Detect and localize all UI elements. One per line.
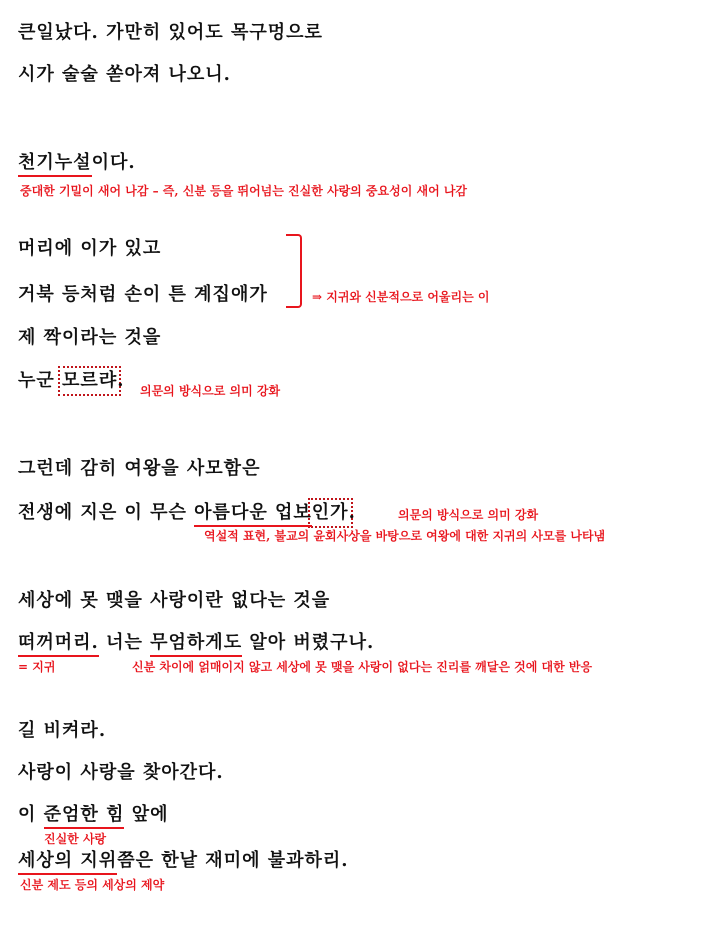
- poem-line-14: [18, 804, 169, 826]
- annotation-7: 신분 차이에 얽매이지 않고 세상에 못 맺을 사랑이 없다는 진리를 깨달은 것에 대한 반응: [132, 660, 593, 674]
- poem-line-5: 거북 등처럼 손이 튼 계집애가: [18, 284, 268, 305]
- annotation-8: 진실한 사랑: [44, 832, 107, 846]
- underlined-phrase: 아름다운 업보: [194, 502, 312, 523]
- poem-line-2: 시가 술술 쏟아져 나오니.: [18, 64, 231, 85]
- line-text: 알아 버렸구나.: [242, 632, 375, 653]
- annotation-1: 중대한 기밀이 새어 나감 – 즉, 신분 등을 뛰어넘는 진실한 사랑의 중요성이 새어 나감: [20, 184, 468, 198]
- annotation-6: = 지귀: [18, 660, 56, 674]
- underlined-phrase: 무엄하게도: [150, 632, 243, 653]
- underlined-phrase: 세상의 지위: [18, 850, 118, 871]
- poem-line-12: 길 비켜라.: [18, 720, 107, 741]
- poem-line-10: 세상에 못 맺을 사랑이란 없다는 것을: [18, 590, 331, 611]
- line-text: 전생에 지은 이 무슨: [18, 502, 195, 523]
- line-text: 쯤은 한낱 재미에 불과하리.: [117, 850, 349, 871]
- poem-line-3: [18, 152, 136, 174]
- bracket-mark: [286, 234, 302, 308]
- poem-line-11: [18, 632, 374, 654]
- annotation-5: 역설적 표현, 불교의 윤회사상을 바탕으로 여왕에 대한 지귀의 사모를 나타냄: [204, 529, 606, 543]
- poem-line-13: 사랑이 사랑을 찾아간다.: [18, 762, 224, 783]
- boxed-phrase: 인가: [311, 502, 349, 523]
- line-text: .: [117, 370, 125, 391]
- poem-line-4: 머리에 이가 있고: [18, 238, 162, 259]
- annotation-4: 의문의 방식으로 의미 강화: [398, 508, 539, 522]
- poem-line-6: 제 짝이라는 것을: [18, 327, 162, 348]
- underlined-phrase: 떠꺼머리.: [18, 632, 99, 653]
- underlined-phrase: 준엄한 힘: [43, 804, 125, 825]
- poem-line-7: [18, 370, 125, 392]
- poem-line-8: 그런데 감히 여왕을 사모함은: [18, 458, 261, 479]
- line-text: 이다.: [91, 152, 136, 173]
- annotation-3: 의문의 방식으로 의미 강화: [140, 384, 281, 398]
- poem-line-15: [18, 850, 349, 872]
- line-text: .: [348, 502, 356, 523]
- line-text: 누군: [18, 370, 63, 391]
- poem-line-1: 큰일났다. 가만히 있어도 목구멍으로: [18, 22, 323, 43]
- underlined-phrase: 천기누설: [18, 152, 92, 173]
- boxed-phrase: 모르랴: [62, 370, 118, 391]
- annotation-2: ⇒ 지귀와 신분적으로 어울리는 이: [312, 290, 490, 304]
- annotation-9: 신분 제도 등의 세상의 제약: [20, 878, 165, 892]
- line-text: 너는: [98, 632, 151, 653]
- line-text: 이: [18, 804, 44, 825]
- poem-line-9: [18, 502, 356, 524]
- line-text: 앞에: [124, 804, 169, 825]
